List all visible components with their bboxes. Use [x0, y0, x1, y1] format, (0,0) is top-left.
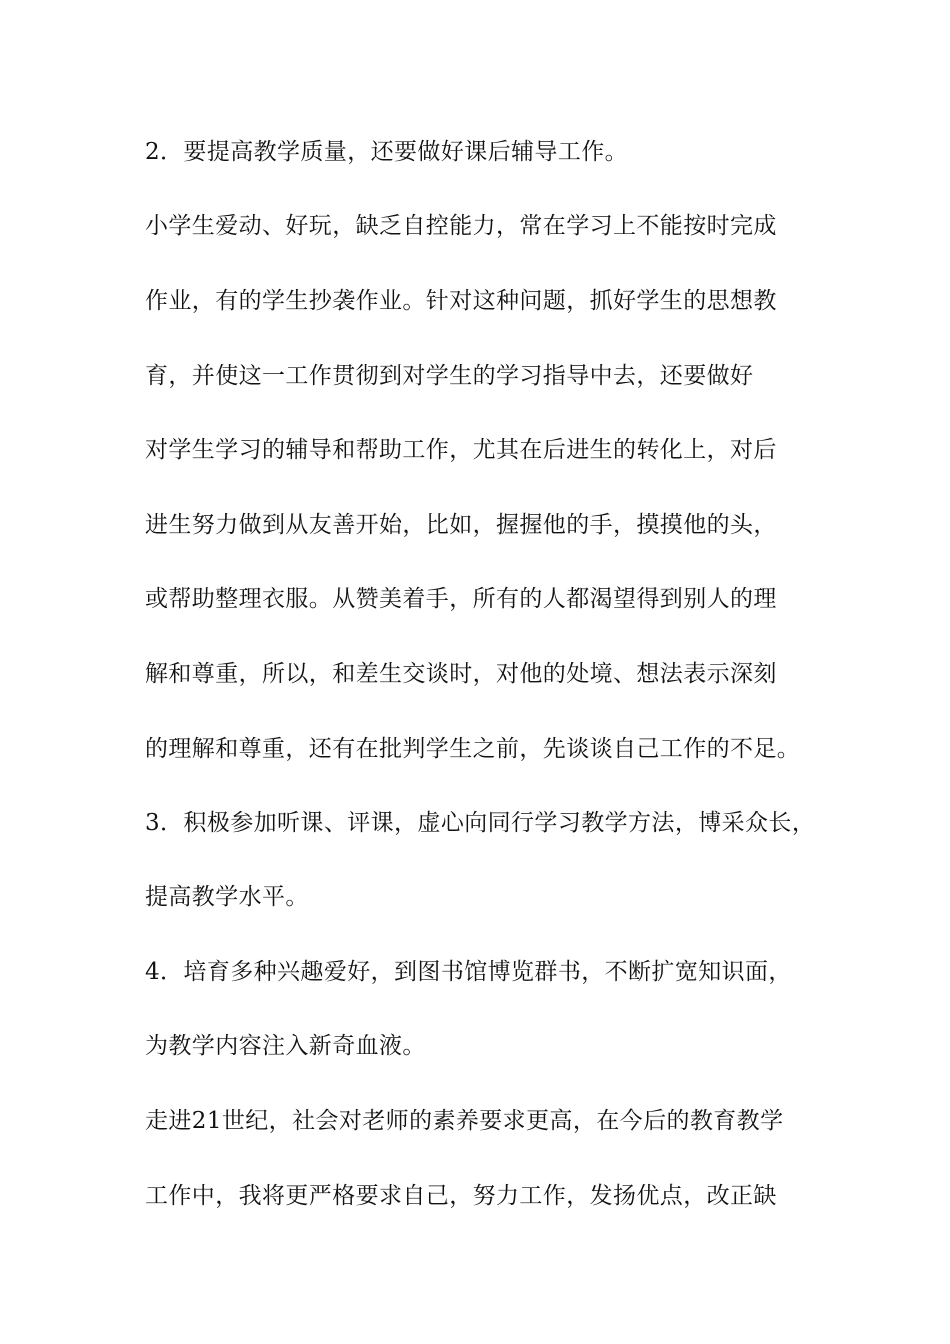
paragraph-line: 对学生学习的辅导和帮助工作，尤其在后进生的转化上，对后 — [145, 437, 777, 463]
paragraph-line: 解和尊重，所以，和差生交谈时，对他的处境、想法表示深刻 — [145, 661, 777, 687]
paragraph-line: 提高教学水平。 — [145, 884, 309, 910]
paragraph-line: 或帮助整理衣服。从赞美着手，所有的人都渴望得到别人的理 — [145, 586, 777, 612]
paragraph-line: 为教学内容注入新奇血液。 — [145, 1033, 426, 1059]
paragraph-line: 进生努力做到从友善开始，比如，握握他的手，摸摸他的头， — [145, 512, 777, 538]
paragraph-line: 3．积极参加听课、评课，虚心向同行学习教学方法，博采众长， — [145, 810, 816, 836]
paragraph-line: 2．要提高教学质量，还要做好课后辅导工作。 — [145, 139, 629, 165]
paragraph-line: 的理解和尊重，还有在批判学生之前，先谈谈自己工作的不足。 — [145, 736, 801, 762]
paragraph-line: 走进21世纪，社会对老师的素养要求更高，在今后的教育教学 — [145, 1108, 784, 1134]
paragraph-line: 工作中，我将更严格要求自己，努力工作，发扬优点，改正缺 — [145, 1183, 777, 1209]
paragraph-line: 育，并使这一工作贯彻到对学生的学习指导中去，还要做好 — [145, 363, 754, 389]
paragraph-line: 作业，有的学生抄袭作业。针对这种问题，抓好学生的思想教 — [145, 288, 777, 314]
paragraph-line: 4．培育多种兴趣爱好，到图书馆博览群书，不断扩宽知识面， — [145, 959, 792, 985]
paragraph-line: 小学生爱动、好玩，缺乏自控能力，常在学习上不能按时完成 — [145, 213, 777, 239]
